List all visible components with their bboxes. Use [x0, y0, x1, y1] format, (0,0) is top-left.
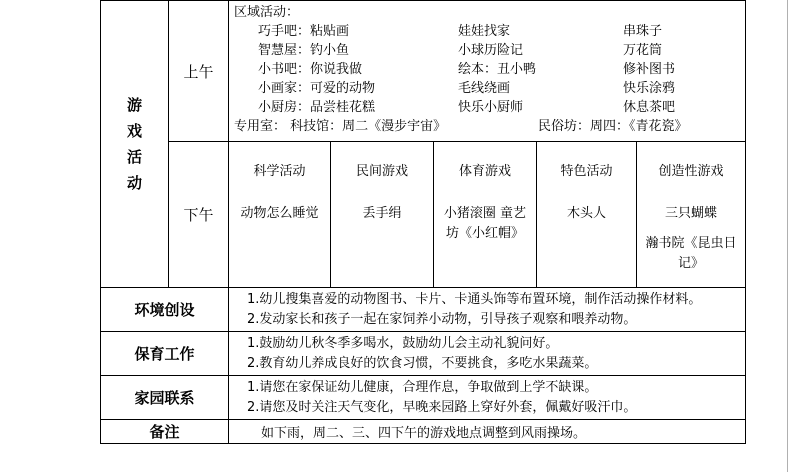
list-item: 小画家：可爱的动物 毛线绕画 快乐涂鸦: [258, 81, 676, 96]
list-item: 小厨房：品尝桂花糕 快乐小厨师 休息茶吧: [258, 100, 676, 115]
list-item: 小书吧：你说我做 绘本：丑小鸭 修补图书: [258, 62, 676, 77]
afternoon-feature: 特色活动 木头人: [537, 142, 637, 288]
special-room-line: 专用室： 科技馆：周二《漫步宇宙》 民俗坊：周四：《青花瓷》: [234, 119, 688, 134]
remarks-text: 如下雨，周二、三、四下午的游戏地点调整到风雨操场。: [229, 420, 746, 444]
list-item: 智慧屋：钓小鱼 小球历险记 万花筒: [258, 43, 663, 58]
morning-activities: [229, 1, 746, 142]
list-item: 巧手吧：粘贴画 娃娃找家 串珠子: [258, 24, 663, 39]
area-activity-header: 区域活动：: [234, 5, 300, 20]
morning-label: 上午: [169, 1, 229, 142]
remarks-label: 备注: [101, 420, 229, 444]
afternoon-creative: 创造性游戏 三只蝴蝶 瀚书院《昆虫日记》: [637, 142, 746, 288]
afternoon-folk-game: 民间游戏 丢手绢: [331, 142, 434, 288]
home-contact-label: 家园联系: [101, 376, 229, 420]
environment-label: 环境创设: [101, 288, 229, 332]
home-contact-notes: 1.请您在家保证幼儿健康，合理作息，争取做到上学不缺课。 2.请您及时关注天气变化，早晚来园路上穿好外套，佩戴好吸汗巾。: [229, 376, 746, 420]
game-activity-label: 游 戏 活 动: [101, 1, 169, 288]
weekly-plan-table: [100, 0, 746, 444]
afternoon-label: 下午: [169, 142, 229, 288]
afternoon-sports: 体育游戏 小猪滚圈 童艺坊《小红帽》: [434, 142, 537, 288]
afternoon-science: 科学活动 动物怎么睡觉: [229, 142, 331, 288]
window-edge: [787, 0, 788, 472]
environment-notes: 1.幼儿搜集喜爱的动物图书、卡片、卡通头饰等布置环境，制作活动操作材料。 2.发动家长和孩子一起在家饲养小动物，引导孩子观察和喂养动物。: [229, 288, 746, 332]
care-notes: 1.鼓励幼儿秋冬季多喝水，鼓励幼儿会主动礼貌问好。 2.教育幼儿养成良好的饮食习惯，不要挑食，多吃水果蔬菜。: [229, 332, 746, 376]
care-label: 保育工作: [101, 332, 229, 376]
